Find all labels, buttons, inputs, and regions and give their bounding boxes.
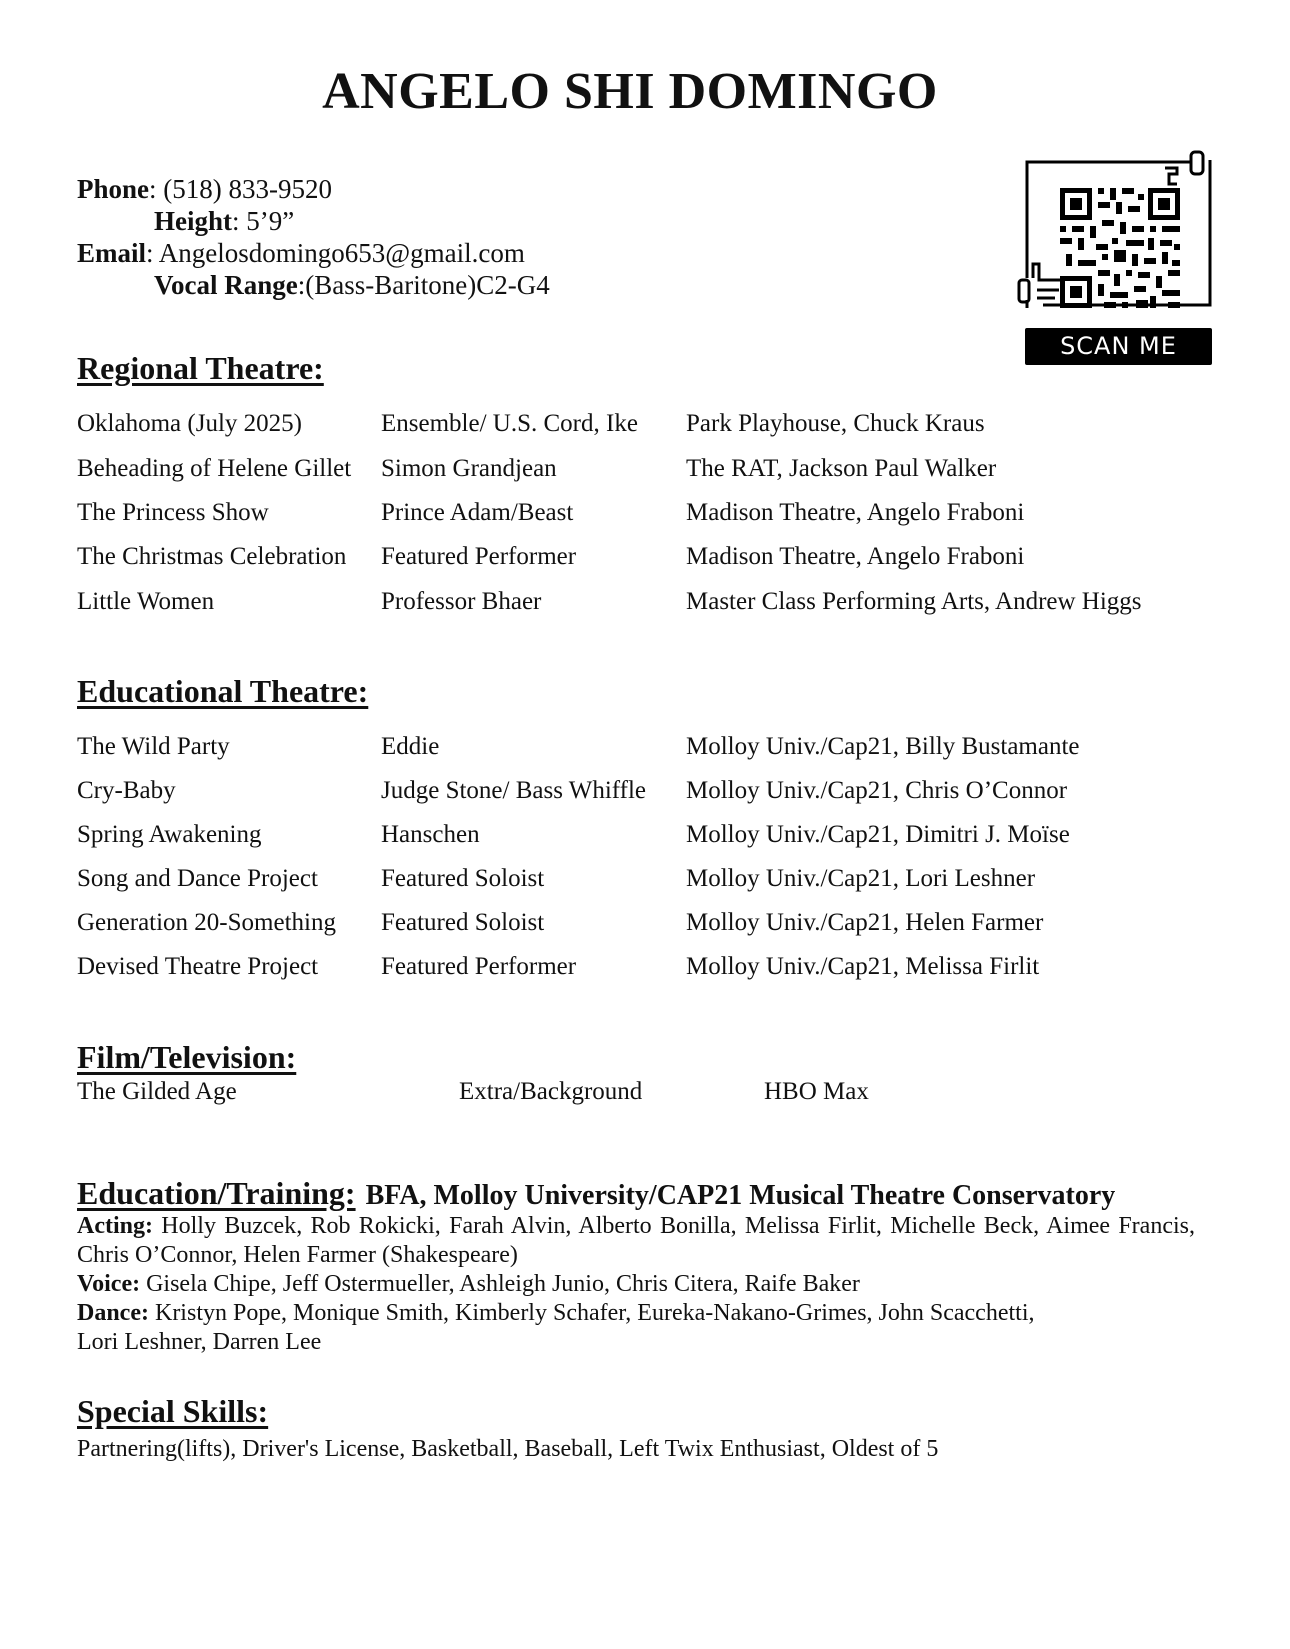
table-cell: Oklahoma (July 2025): [77, 410, 302, 437]
email-line: [77, 238, 525, 269]
dance-label: Dance:: [77, 1300, 149, 1326]
table-cell: Molloy Univ./Cap21, Lori Leshner: [686, 865, 1036, 892]
table-cell: Featured Performer: [381, 953, 577, 980]
section-heading-film: Film/Television:: [77, 1039, 297, 1075]
table-cell: Simon Grandjean: [381, 455, 557, 482]
training-header: [77, 1175, 1115, 1212]
table-cell: Park Playhouse, Chuck Kraus: [686, 410, 985, 437]
phone-label: Phone: [77, 174, 150, 204]
height-value: : 5’9”: [232, 206, 295, 236]
table-cell: Generation 20-Something: [77, 909, 336, 936]
table-cell: The Princess Show: [77, 499, 269, 526]
skills-text: Partnering(lifts), Driver's License, Basketball, Baseball, Left Twix Enthusiast, Oldest of 5: [77, 1436, 939, 1462]
acting-label: Acting:: [77, 1213, 153, 1239]
section-heading-training: Education/Training:: [77, 1175, 356, 1211]
dance-line: [77, 1299, 1195, 1328]
voice-label: Voice:: [77, 1271, 141, 1297]
section-heading-regional: Regional Theatre:: [77, 350, 324, 386]
vocal-range-value: :(Bass-Baritone)C2-G4: [297, 270, 550, 300]
table-cell: Ensemble/ U.S. Cord, Ike: [381, 410, 638, 437]
table-cell: Prince Adam/Beast: [381, 499, 574, 526]
table-cell: Cry-Baby: [77, 777, 176, 804]
table-cell: HBO Max: [764, 1078, 869, 1105]
table-cell: Madison Theatre, Angelo Fraboni: [686, 543, 1025, 570]
table-cell: Professor Bhaer: [381, 588, 542, 615]
table-cell: Master Class Performing Arts, Andrew Higgs: [686, 588, 1142, 615]
voice-line: [77, 1270, 1195, 1299]
table-cell: Featured Soloist: [381, 865, 545, 892]
acting-teachers: Holly Buzcek, Rob Rokicki, Farah Alvin, Alberto Bonilla, Melissa Firlit, Michelle Beck, Aimee Francis, Chris O’Connor, Helen Farmer (Shakespeare): [77, 1213, 1195, 1268]
acting-line: [77, 1212, 1195, 1270]
table-cell: Molloy Univ./Cap21, Melissa Firlit: [686, 953, 1040, 980]
email-label: Email: [77, 238, 147, 268]
dance-line-continued: Lori Leshner, Darren Lee: [77, 1329, 322, 1355]
table-cell: Molloy Univ./Cap21, Helen Farmer: [686, 909, 1044, 936]
table-cell: Song and Dance Project: [77, 865, 318, 892]
height-line: [154, 206, 294, 237]
table-cell: Molloy Univ./Cap21, Billy Bustamante: [686, 733, 1080, 760]
table-cell: The Christmas Celebration: [77, 543, 347, 570]
scan-me-label[interactable]: SCAN ME: [1025, 328, 1212, 365]
section-heading-educational: Educational Theatre:: [77, 673, 369, 709]
table-cell: The RAT, Jackson Paul Walker: [686, 455, 997, 482]
table-cell: The Wild Party: [77, 733, 230, 760]
vocal-range-label: Vocal Range: [154, 270, 298, 300]
table-cell: The Gilded Age: [77, 1078, 237, 1105]
table-cell: Devised Theatre Project: [77, 953, 319, 980]
dance-teachers: Kristyn Pope, Monique Smith, Kimberly Schafer, Eureka-Nakano-Grimes, John Scacchetti,: [154, 1300, 1035, 1326]
table-cell: Little Women: [77, 588, 215, 615]
email-value[interactable]: : Angelosdomingo653@gmail.com: [146, 238, 525, 268]
table-cell: Spring Awakening: [77, 821, 262, 848]
voice-teachers: Gisela Chipe, Jeff Ostermueller, Ashleigh Junio, Chris Citera, Raife Baker: [146, 1271, 860, 1297]
vocal-range-line: [154, 270, 550, 301]
table-cell: Molloy Univ./Cap21, Dimitri J. Moïse: [686, 821, 1070, 848]
table-cell: Judge Stone/ Bass Whiffle: [381, 777, 647, 804]
table-cell: Hanschen: [381, 821, 480, 848]
section-heading-skills: Special Skills:: [77, 1393, 269, 1429]
table-cell: Molloy Univ./Cap21, Chris O’Connor: [686, 777, 1068, 804]
qr-block[interactable]: [1015, 150, 1220, 370]
table-cell: Featured Performer: [381, 543, 577, 570]
table-cell: Madison Theatre, Angelo Fraboni: [686, 499, 1025, 526]
qr-code-icon[interactable]: [1015, 150, 1220, 325]
table-cell: Beheading of Helene Gillet: [77, 455, 352, 482]
table-cell: Eddie: [381, 733, 440, 760]
phone-line: [77, 174, 332, 205]
table-cell: Extra/Background: [459, 1078, 643, 1105]
phone-value: : (518) 833-9520: [149, 174, 332, 204]
degree-text: BFA, Molloy University/CAP21 Musical Theatre Conservatory: [365, 1180, 1116, 1211]
page-title: ANGELO SHI DOMINGO: [322, 63, 938, 120]
height-label: Height: [154, 206, 232, 236]
table-cell: Featured Soloist: [381, 909, 545, 936]
